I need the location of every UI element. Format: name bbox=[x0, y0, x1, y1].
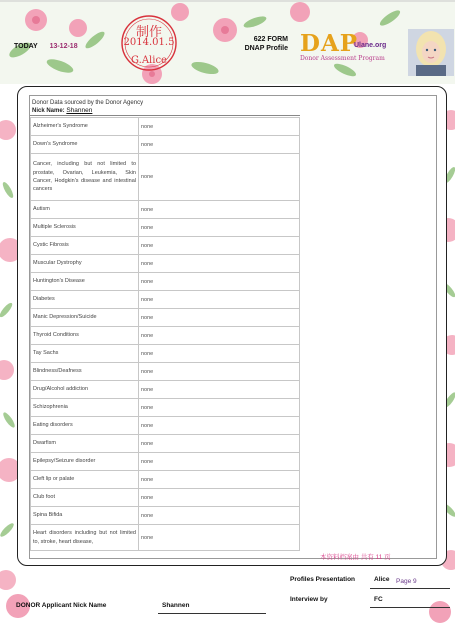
condition-name: Thyroid Conditions bbox=[31, 327, 139, 345]
today-value: 13-12-18 bbox=[49, 43, 78, 50]
condition-name: Schizophrenia bbox=[31, 399, 139, 417]
applicant-underline bbox=[158, 613, 266, 614]
profiles-presentation-value: Alice bbox=[374, 576, 390, 583]
heading-divider bbox=[30, 115, 300, 116]
content-panel bbox=[17, 86, 447, 566]
condition-name: Eating disorders bbox=[31, 417, 139, 435]
table-row bbox=[31, 309, 300, 327]
portrait-image bbox=[408, 29, 454, 76]
interview-by-value: FC bbox=[374, 596, 383, 603]
condition-status: none bbox=[139, 237, 300, 255]
table-row bbox=[31, 255, 300, 273]
applicant-nick-value: Shannen bbox=[162, 602, 190, 609]
table-row bbox=[31, 219, 300, 237]
condition-status: none bbox=[139, 136, 300, 154]
condition-name: Autism bbox=[31, 201, 139, 219]
today-label: TODAY bbox=[14, 43, 38, 50]
condition-status: none bbox=[139, 219, 300, 237]
donor-photo bbox=[408, 29, 454, 76]
dap-logo bbox=[300, 30, 387, 62]
table-row bbox=[31, 201, 300, 219]
table-row bbox=[31, 345, 300, 363]
table-row bbox=[31, 507, 300, 525]
profiles-underline bbox=[370, 588, 450, 589]
table-row bbox=[31, 399, 300, 417]
condition-status: none bbox=[139, 507, 300, 525]
table-row bbox=[31, 381, 300, 399]
table-row bbox=[31, 363, 300, 381]
condition-name: Multiple Sclerosis bbox=[31, 219, 139, 237]
form-title bbox=[230, 35, 288, 53]
nick-name-row bbox=[32, 107, 92, 114]
condition-status: none bbox=[139, 435, 300, 453]
condition-status: none bbox=[139, 201, 300, 219]
condition-name: Diabetes bbox=[31, 291, 139, 309]
condition-name: Manic Depression/Suicide bbox=[31, 309, 139, 327]
condition-name: Tay Sachs bbox=[31, 345, 139, 363]
condition-name: Cystic Fibrosis bbox=[31, 237, 139, 255]
source-heading: Donor Data sourced by the Donor Agency bbox=[32, 100, 144, 106]
watermark-text: 本资料档案由 共有 11 页 bbox=[320, 554, 391, 561]
condition-name: Club foot bbox=[31, 489, 139, 507]
table-row bbox=[31, 471, 300, 489]
condition-status: none bbox=[139, 399, 300, 417]
table-row bbox=[31, 136, 300, 154]
condition-status: none bbox=[139, 525, 300, 551]
interview-by-label: Interview by bbox=[290, 596, 328, 603]
table-row bbox=[31, 237, 300, 255]
condition-name: Spina Bifida bbox=[31, 507, 139, 525]
condition-status: none bbox=[139, 345, 300, 363]
condition-status: none bbox=[139, 489, 300, 507]
condition-status: none bbox=[139, 255, 300, 273]
condition-status: none bbox=[139, 154, 300, 201]
logo-url: Ulane.org bbox=[354, 42, 387, 49]
table-row bbox=[31, 417, 300, 435]
page-number: Page 9 bbox=[396, 578, 417, 585]
condition-name: Cancer, including but not limited to prostate, Ovarian, Leukemia, Skin Cancer, Hodgkin's disease and intestinal cancers bbox=[31, 154, 139, 201]
condition-name: Cleft lip or palate bbox=[31, 471, 139, 489]
logo-text: DAP bbox=[300, 30, 359, 57]
today-field bbox=[14, 43, 78, 50]
stamp-line-2: 2014.01.5 bbox=[123, 37, 175, 48]
nick-name-label: Nick Name: bbox=[32, 108, 65, 114]
condition-status: none bbox=[139, 471, 300, 489]
table-row bbox=[31, 435, 300, 453]
condition-name: Heart disorders including but not limited to, stroke, heart disease, bbox=[31, 525, 139, 551]
condition-status: none bbox=[139, 417, 300, 435]
donor-data-sheet bbox=[29, 95, 437, 559]
condition-status: none bbox=[139, 453, 300, 471]
stamp-line-3: G.Alice bbox=[131, 55, 167, 66]
condition-name: Epilepsy/Seizure disorder bbox=[31, 453, 139, 471]
condition-name: Dwarfism bbox=[31, 435, 139, 453]
interview-underline bbox=[370, 607, 450, 608]
condition-name: Muscular Dystrophy bbox=[31, 255, 139, 273]
form-title-line-2: DNAP Profile bbox=[244, 45, 288, 52]
logo-subtitle: Donor Assessment Program bbox=[300, 55, 385, 62]
condition-status: none bbox=[139, 291, 300, 309]
condition-status: none bbox=[139, 381, 300, 399]
condition-name: Blindness/Deafness bbox=[31, 363, 139, 381]
stamp-line-1: 制作 bbox=[135, 25, 162, 40]
table-row bbox=[31, 273, 300, 291]
condition-status: none bbox=[139, 309, 300, 327]
condition-name: Drug/Alcohol addiction bbox=[31, 381, 139, 399]
condition-status: none bbox=[139, 363, 300, 381]
table-row bbox=[31, 118, 300, 136]
condition-name: Down's Syndrome bbox=[31, 136, 139, 154]
profiles-presentation-label: Profiles Presentation bbox=[290, 576, 356, 583]
nick-name-value: Shannen bbox=[66, 107, 93, 114]
condition-status: none bbox=[139, 118, 300, 136]
table-row bbox=[31, 489, 300, 507]
medical-history-table bbox=[30, 117, 300, 551]
seal-stamp bbox=[113, 14, 185, 72]
condition-status: none bbox=[139, 327, 300, 345]
table-row bbox=[31, 291, 300, 309]
condition-status: none bbox=[139, 273, 300, 291]
condition-name: Alzheimer's Syndrome bbox=[31, 118, 139, 136]
form-title-line-1: 622 FORM bbox=[253, 36, 288, 43]
table-row bbox=[31, 525, 300, 551]
table-row bbox=[31, 154, 300, 201]
table-row bbox=[31, 327, 300, 345]
condition-name: Huntington's Disease bbox=[31, 273, 139, 291]
applicant-nick-label: DONOR Applicant Nick Name bbox=[16, 602, 107, 609]
table-row bbox=[31, 453, 300, 471]
